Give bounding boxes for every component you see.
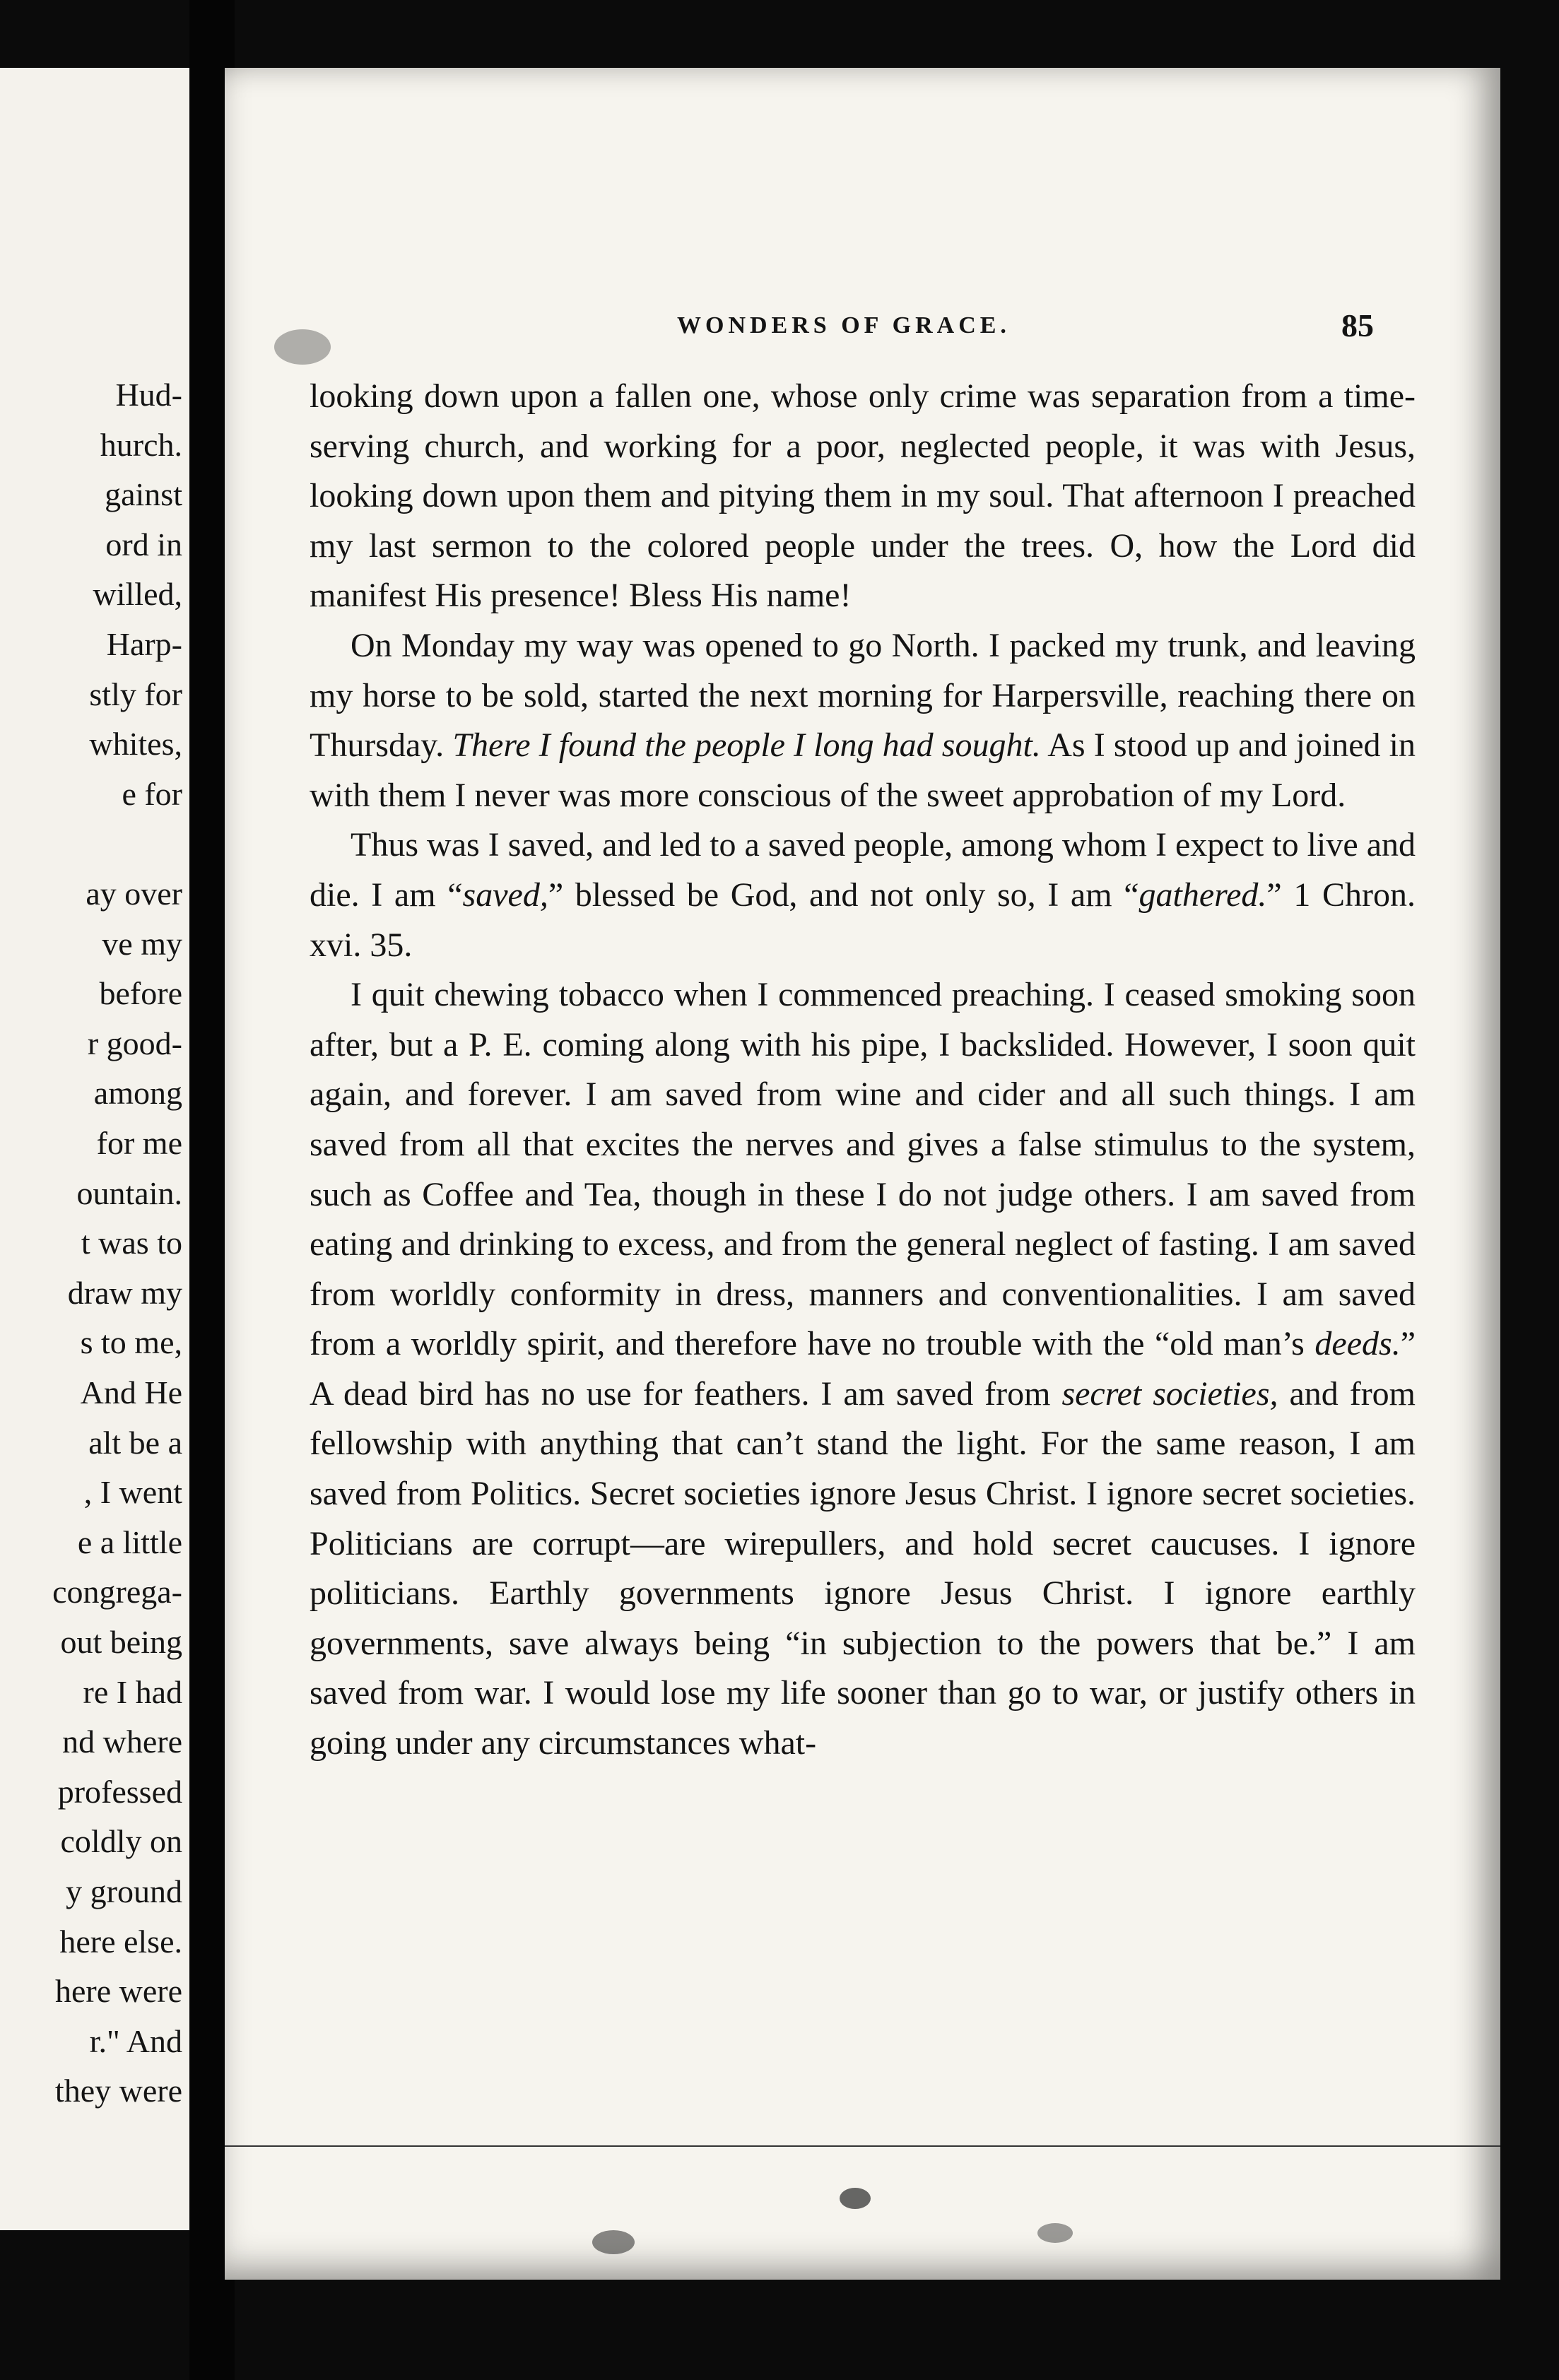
left-page-line: among <box>93 1075 182 1112</box>
left-page-line: re I had <box>83 1673 182 1710</box>
left-page-line: Hud- <box>115 377 182 413</box>
paragraph-3-italic-gathered: gathered. <box>1139 876 1267 914</box>
left-page-line: alt be a <box>88 1424 182 1461</box>
paragraph-2-text-a: On Monday my way was opened to go North. I packed my trunk, and leaving my horse to be sold, started the next morning for Harpersville, reaching there on Thursday. <box>310 626 1416 765</box>
left-page-line: draw my <box>67 1274 182 1311</box>
bottom-scan-line <box>225 2145 1500 2147</box>
paragraph-4-italic-secret-societies: secret societies, <box>1061 1374 1278 1413</box>
paragraph-4-text-c: and from fellowship with anything that can’t stand the light. For the same reason, I am saved from Politics. Secret societies ignore Jesus Christ. I ignore secret societies. Politicians are corrupt—are wirepullers, and hold secret caucuses. I ignore politicians. Earthly governments ignore Jesus Christ. I ignore earthly governments, save always being “in subjection to the powers that be.” I am saved from war. I would lose my life sooner than go to war, or justify others in going under any circumstances what- <box>310 1374 1416 1762</box>
left-page-line: here were <box>54 1973 182 2010</box>
left-page-line: e a little <box>77 1524 182 1560</box>
left-page-line: t was to <box>81 1225 182 1261</box>
paragraph-3 <box>310 820 1416 970</box>
left-page-line: stly for <box>89 676 182 712</box>
paragraph-2-italic: There I found the people I long had sought. <box>452 726 1041 765</box>
left-page-line: for me <box>96 1125 182 1161</box>
left-page-line: ord in <box>105 526 182 562</box>
left-page-line: e for <box>122 775 182 812</box>
running-title: WONDERS OF GRACE. <box>677 312 1011 338</box>
paragraph-4-text-a: I quit chewing tobacco when I commenced preaching. I ceased smoking soon after, but a P. E. coming along with his pipe, I backslided. However, I soon quit again, and forever. I am saved from wine and cider and all such things. I am saved from all that excites the nerves and gives a false stimulus to the system, such as Coffee and Tea, though in these I do not judge others. I am saved from eating and drinking to excess, and from the general neglect of fasting. I am saved from worldly conformity in dress, manners and conventionalities. I am saved from a worldly spirit, and therefore have no trouble with the “old man’s <box>310 976 1416 1363</box>
ink-blot <box>274 329 331 365</box>
left-page-line: ay over <box>86 876 182 912</box>
paragraph-3-text-b: ” blessed be God, and not only so, I am “ <box>548 876 1139 914</box>
body-text <box>310 372 1416 1769</box>
running-head <box>225 307 1500 355</box>
left-page-line: r good- <box>87 1025 182 1061</box>
ink-blot <box>592 2230 635 2254</box>
left-page-line: here else. <box>59 1923 182 1960</box>
left-page-line: congrega- <box>52 1574 182 1610</box>
left-page-line: nd where <box>62 1724 182 1760</box>
ink-blot <box>1037 2223 1073 2243</box>
paragraph-3-italic-saved: saved, <box>462 876 548 914</box>
left-page-line: , I went <box>83 1474 182 1511</box>
paragraph-4 <box>310 970 1416 1769</box>
paragraph-3-text-a: Thus was I saved, and led to a saved people, among whom I expect to live and die. I am “ <box>310 826 1416 914</box>
left-page-line: they were <box>54 2073 182 2109</box>
paragraph-1-text: looking down upon a fallen one, whose only crime was separation from a time-serving church, and working for a poor, neglected people, it was with Jesus, looking down upon them and pitying them in my soul. That afternoon I preached my last sermon to the colored people under the trees. O, how the Lord did manifest His presence! Bless His name! <box>310 377 1416 615</box>
page-number: 85 <box>1341 307 1374 343</box>
left-page-line: coldly on <box>60 1823 182 1860</box>
paragraph-4-italic-deeds: deeds. <box>1314 1325 1401 1363</box>
left-page-line: professed <box>57 1773 182 1810</box>
left-facing-page <box>0 68 189 2230</box>
main-page <box>225 68 1500 2280</box>
left-page-line: willed, <box>93 576 182 613</box>
paragraph-4-text-b: ” A dead bird has no use for feathers. I am saved from <box>310 1325 1416 1413</box>
left-page-line: Harp- <box>106 626 182 662</box>
left-page-line: out being <box>60 1624 182 1660</box>
paragraph-2 <box>310 621 1416 820</box>
left-page-line: And He <box>80 1374 182 1410</box>
paragraph-1 <box>310 372 1416 621</box>
left-page-line: ve my <box>102 925 182 962</box>
left-page-line: y ground <box>66 1873 182 1909</box>
paragraph-3-text-c: ” 1 Chron. xvi. 35. <box>310 876 1416 964</box>
left-page-line: whites, <box>89 726 182 762</box>
left-page-line: r." And <box>89 2022 182 2059</box>
left-page-line: hurch. <box>100 426 182 463</box>
ink-blot <box>840 2188 871 2209</box>
left-page-line: ountain. <box>76 1174 182 1211</box>
left-page-line: s to me, <box>80 1324 182 1361</box>
left-page-line: before <box>99 975 182 1012</box>
paragraph-2-text-b: As I stood up and joined in with them I never was more conscious of the sweet approbation of my Lord. <box>310 726 1416 814</box>
left-page-line: gainst <box>105 476 182 513</box>
